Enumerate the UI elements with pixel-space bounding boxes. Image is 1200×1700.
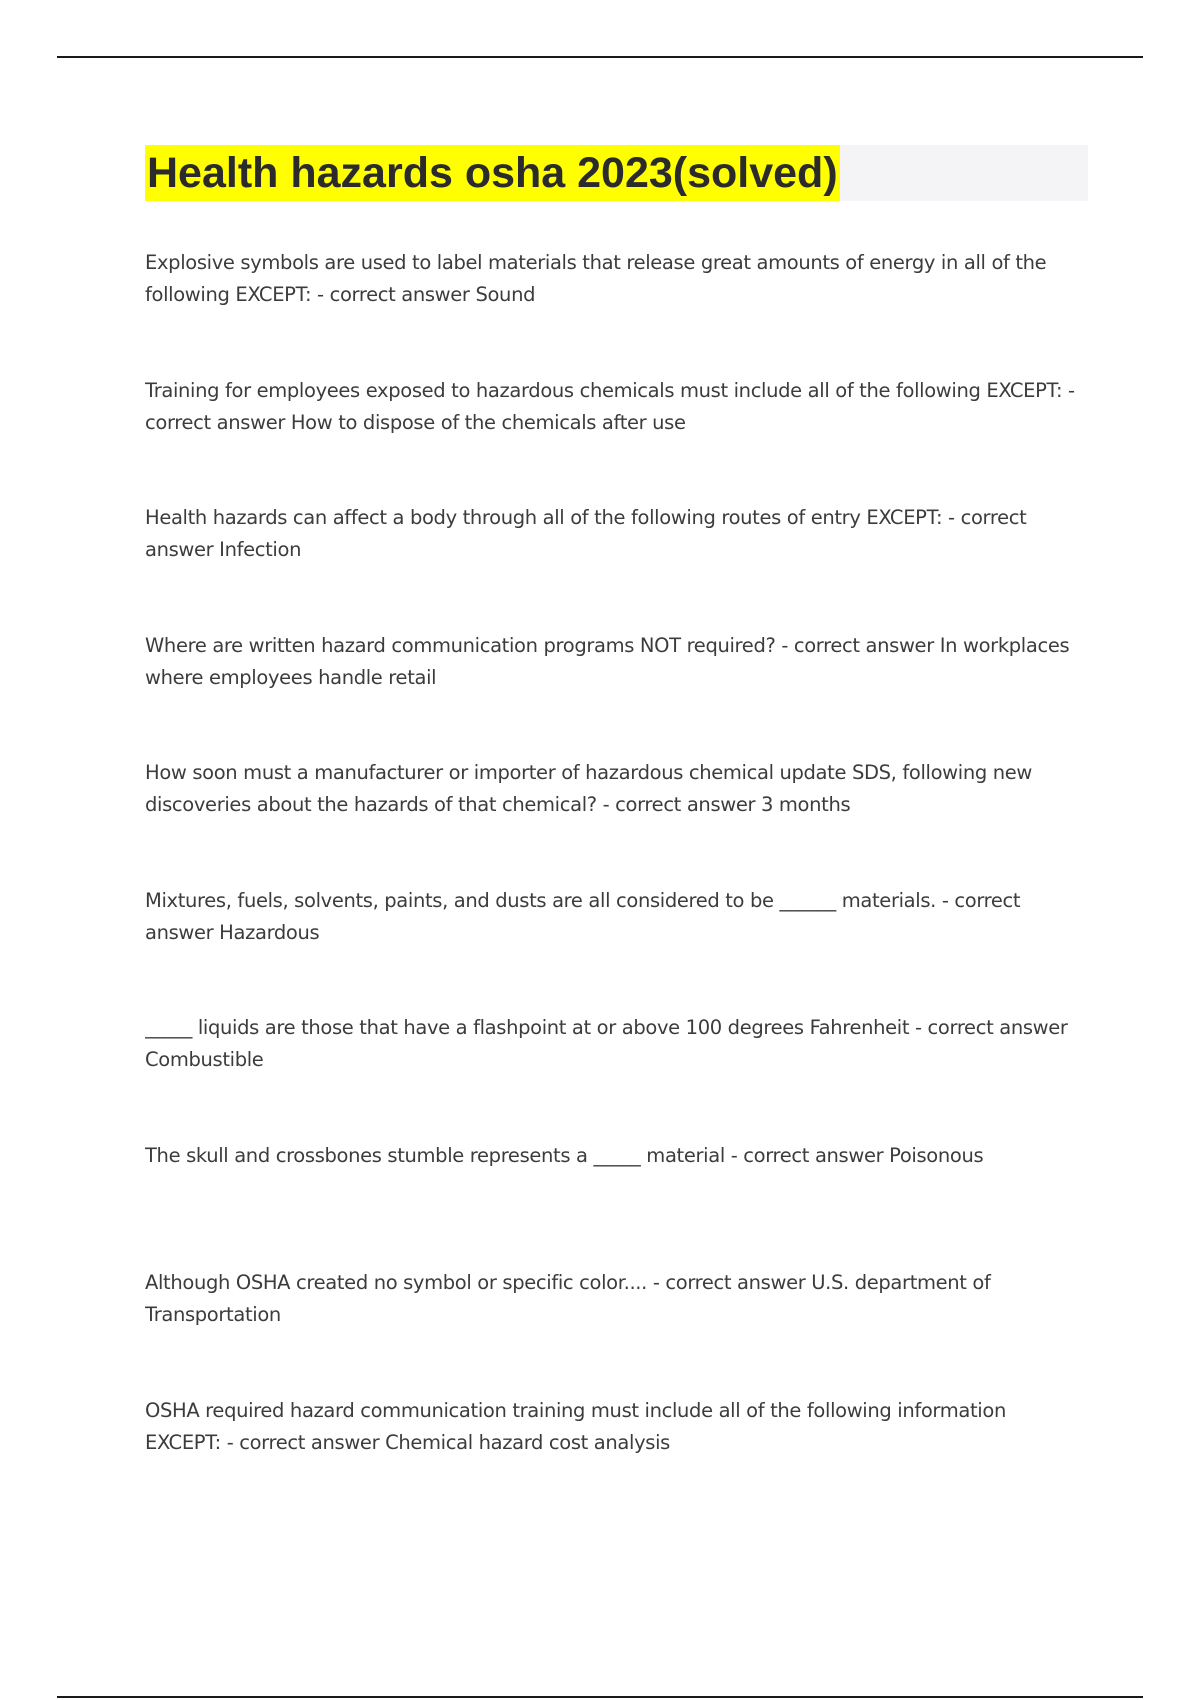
- question-item-4: Where are written hazard communication programs NOT required? - correct answer In workplaces where employees handle retail: [145, 633, 1070, 689]
- question-item-9: Although OSHA created no symbol or specific color.... - correct answer U.S. department of Transportation: [145, 1271, 991, 1326]
- footer-rule: [57, 1696, 1143, 1698]
- question-item-2: Training for employees exposed to hazardous chemicals must include all of the following EXCEPT: - correct answer How to dispose of the chemicals after use: [145, 378, 1075, 434]
- question-item-7: _____ liquids are those that have a flashpoint at or above 100 degrees Fahrenheit - correct answer Combustible: [145, 1016, 1068, 1071]
- header-rule: [57, 56, 1143, 58]
- question-item-1: Explosive symbols are used to label materials that release great amounts of energy in all of the following EXCEPT: - correct answer Sound: [145, 251, 1047, 306]
- question-item-8: The skull and crossbones stumble represents a _____ material - correct answer Poisonous: [145, 1143, 984, 1167]
- question-item-6: Mixtures, fuels, solvents, paints, and dusts are all considered to be ______ materials. - correct answer Hazardous: [145, 888, 1021, 944]
- question-list: [145, 247, 1085, 1522]
- question-item-5: How soon must a manufacturer or importer of hazardous chemical update SDS, following new discoveries about the hazards of that chemical? - correct answer 3 months: [145, 761, 1032, 816]
- question-item-3: Health hazards can affect a body through all of the following routes of entry EXCEPT: - correct answer Infection: [145, 506, 1027, 561]
- document-title: Health hazards osha 2023(solved): [145, 145, 840, 201]
- question-item-10: OSHA required hazard communication training must include all of the following information EXCEPT: - correct answer Chemical hazard cost analysis: [145, 1398, 1006, 1454]
